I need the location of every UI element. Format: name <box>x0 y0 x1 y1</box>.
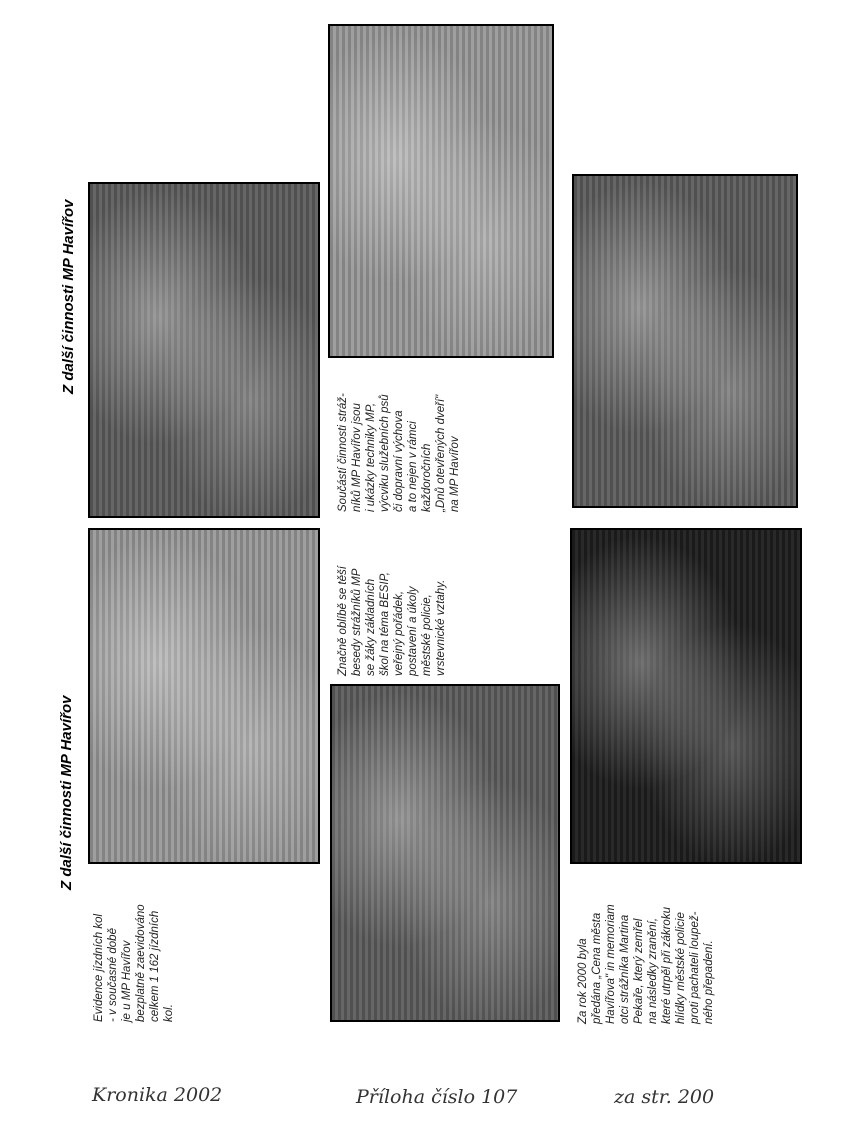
heading-left: Z další činnosti MP Havířov <box>58 695 75 890</box>
handwriting-attachment-number: Příloha číslo 107 <box>356 1086 518 1108</box>
caption-besip: Značně oblíbě se těší besedy strážníků MP se žáky základních škol na téma BESIP, veřejný pořádek, postavení a úkoly městské policie, vrstevnické vztahy. <box>337 566 447 676</box>
heading-right: Z další činnosti MP Havířov <box>60 199 77 394</box>
caption-bikes: Evidence jízdních kol - v současné době je u MP Havířov bezplatně zaevidováno celkem 1 162 jízdních kol. <box>93 904 175 1022</box>
caption-dogs: Součástí činnosti stráž- níků MP Havířov jsou i ukázky techniky MP, výcviku služebních psů či dopravní výchova a to nejen v rámci každoročních „Dnů otevřených dveří" na MP Havířov <box>337 393 461 512</box>
photo-police-car-demo <box>88 182 320 518</box>
caption-award: Za rok 2000 byla předána „Cena města Havířova" in memoriam otci strážníka Martina Pekaře, který zemřel na následky zranění, které utrpěl při zákroku hlídky městské policie proti pachateli loupež- ného přepadení. <box>577 904 715 1024</box>
photo-award-ceremony <box>570 528 802 864</box>
photo-bike-registration <box>88 528 320 864</box>
photo-traffic-education <box>572 174 798 508</box>
handwriting-page-ref: za str. 200 <box>614 1086 715 1108</box>
photo-school-talk <box>330 684 560 1022</box>
handwriting-chronicle: Kronika 2002 <box>92 1084 223 1106</box>
photo-dog-training <box>328 24 554 358</box>
